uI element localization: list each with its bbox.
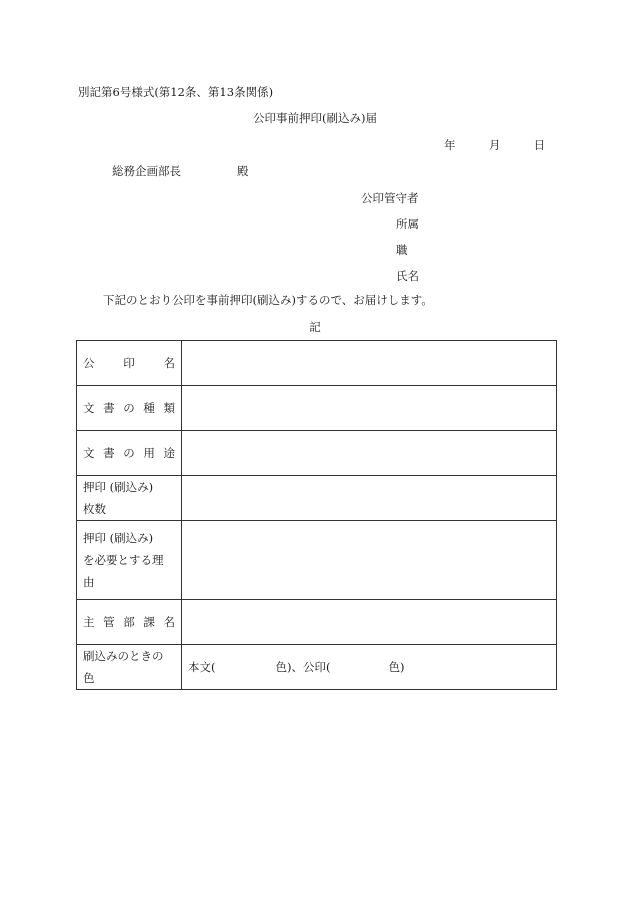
label-char: 用 bbox=[143, 446, 155, 460]
count-label bbox=[77, 476, 182, 521]
label-char: 管 bbox=[103, 615, 115, 629]
color-label-line1: 刷込みのときの bbox=[83, 649, 164, 663]
label-char: 名 bbox=[163, 356, 175, 370]
ki-heading: 記 bbox=[309, 320, 321, 334]
label-char: の bbox=[123, 401, 135, 415]
count-label-line1: 押印 (刷込み) bbox=[83, 480, 154, 494]
count-field[interactable] bbox=[182, 476, 557, 521]
reason-label-line2: を必要とする理 bbox=[83, 553, 164, 567]
label-char: の bbox=[123, 446, 135, 460]
label-char: 書 bbox=[103, 401, 115, 415]
label-char: 課 bbox=[143, 615, 155, 629]
reason-label-line3: 由 bbox=[83, 575, 95, 589]
seal-name-label bbox=[77, 341, 182, 386]
label-char: 種 bbox=[143, 401, 155, 415]
doc-use-field[interactable] bbox=[182, 431, 557, 476]
label-char: 文 bbox=[83, 401, 95, 415]
date-month: 月 bbox=[488, 138, 501, 152]
label-char: 類 bbox=[163, 401, 175, 415]
count-label-line2: 枚数 bbox=[83, 502, 106, 516]
table-row bbox=[77, 600, 557, 645]
form-reference: 別記第6号様式(第12条、第13条関係) bbox=[78, 85, 274, 99]
table-row bbox=[77, 341, 557, 386]
date-line bbox=[444, 137, 545, 153]
table-row bbox=[77, 476, 557, 521]
date-day: 日 bbox=[533, 138, 546, 152]
color-field[interactable] bbox=[182, 645, 557, 690]
table-row bbox=[77, 386, 557, 431]
label-char: 公 bbox=[83, 356, 95, 370]
reason-label bbox=[77, 521, 182, 600]
section-field[interactable] bbox=[182, 600, 557, 645]
form-table bbox=[76, 340, 557, 690]
seal-name-field[interactable] bbox=[182, 341, 557, 386]
position-label: 職 bbox=[396, 243, 408, 257]
label-char: 名 bbox=[163, 615, 175, 629]
label-char: 途 bbox=[163, 446, 175, 460]
body-text: 下記のとおり公印を事前押印(刷込み)するので、お届けします。 bbox=[103, 293, 433, 307]
table-row bbox=[77, 521, 557, 600]
seal-color-prefix: 色)、公印( bbox=[275, 660, 331, 674]
document-title: 公印事前押印(刷込み)届 bbox=[253, 111, 377, 125]
table-row bbox=[77, 645, 557, 690]
color-label bbox=[77, 645, 182, 690]
body-color-prefix: 本文( bbox=[188, 660, 216, 674]
doc-type-field[interactable] bbox=[182, 386, 557, 431]
reason-label-line1: 押印 (刷込み) bbox=[83, 531, 154, 545]
date-year: 年 bbox=[444, 138, 456, 152]
reason-field[interactable] bbox=[182, 521, 557, 600]
addressee-title: 総務企画部長 bbox=[112, 164, 181, 178]
department-label: 所属 bbox=[396, 217, 419, 231]
label-char: 書 bbox=[103, 446, 115, 460]
section-label bbox=[77, 600, 182, 645]
label-char: 部 bbox=[123, 615, 135, 629]
label-char: 印 bbox=[123, 356, 135, 370]
name-label: 氏名 bbox=[396, 269, 419, 283]
seal-color-suffix: 色) bbox=[388, 660, 405, 674]
doc-type-label bbox=[77, 386, 182, 431]
seal-manager-label: 公印管守者 bbox=[361, 191, 419, 205]
addressee-honorific: 殿 bbox=[237, 164, 249, 178]
doc-use-label bbox=[77, 431, 182, 476]
table-row bbox=[77, 431, 557, 476]
addressee bbox=[112, 163, 249, 179]
label-char: 主 bbox=[83, 615, 95, 629]
label-char: 文 bbox=[83, 446, 95, 460]
color-label-line2: 色 bbox=[83, 671, 95, 685]
